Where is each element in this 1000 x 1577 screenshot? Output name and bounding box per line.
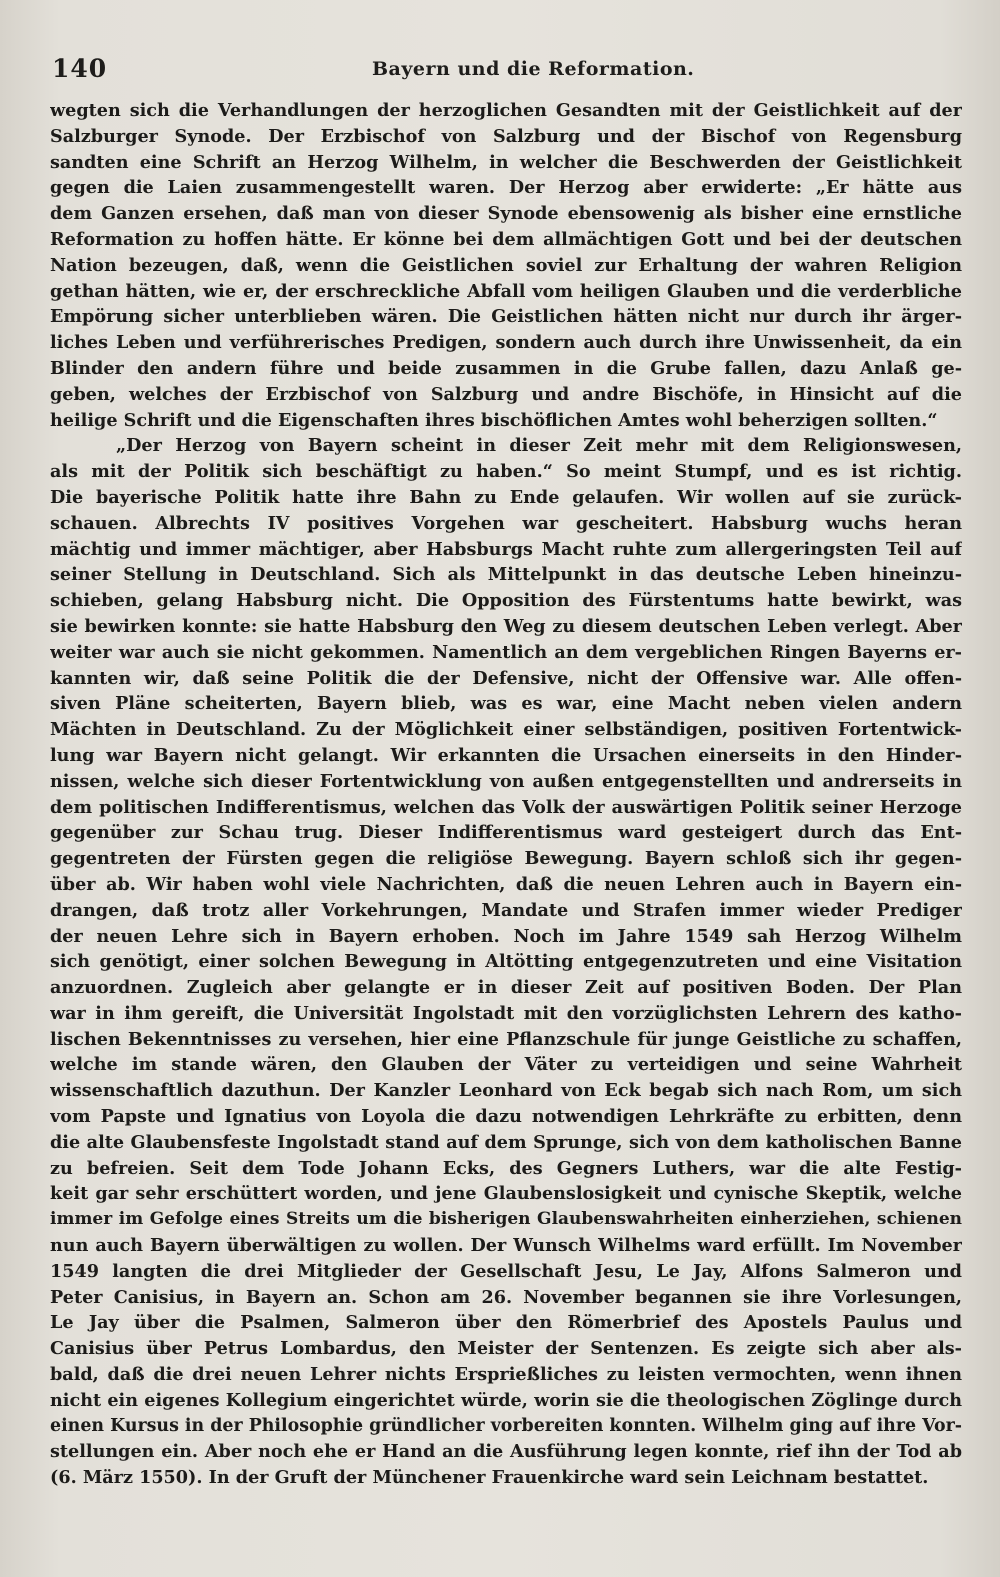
text-line: die alte Glaubensfeste Ingolstadt stand auf dem Sprunge, sich von dem katholischen Banne	[50, 1131, 962, 1153]
text-line: nun auch Bayern überwältigen zu wollen. Der Wunsch Wilhelms ward erfüllt. Im November	[50, 1235, 962, 1257]
text-line: siven Pläne scheiterten, Bayern blieb, was es war, eine Macht neben vielen andern	[50, 693, 962, 715]
text-line: dem politischen Indifferentismus, welchen das Volk der auswärtigen Politik seiner Herzoge	[50, 796, 962, 818]
text-line: lung war Bayern nicht gelangt. Wir erkannten die Ursachen einerseits in den Hinder-	[50, 744, 962, 766]
text-line: lischen Bekenntnisses zu versehen, hier eine Pflanzschule für junge Geistliche zu schaffen,	[50, 1028, 962, 1050]
text-line: Reformation zu hoffen hätte. Er könne bei dem allmächtigen Gott und bei der deutschen	[50, 228, 962, 250]
text-line: keit gar sehr erschüttert worden, und jene Glaubenslosigkeit und cynische Skeptik, welche	[50, 1183, 962, 1205]
page-number: 140	[52, 54, 108, 83]
text-line: heilige Schrift und die Eigenschaften ihres bischöflichen Amtes wohl beherzigen sollten.“	[50, 409, 938, 431]
text-line: liches Leben und verführerisches Predigen, sondern auch durch ihre Unwissenheit, da ein	[50, 332, 962, 354]
text-line: (6. März 1550). In der Gruft der Münchener Frauenkirche ward sein Leichnam bestattet.	[50, 1467, 929, 1489]
text-line: 1549 langten die drei Mitglieder der Gesellschaft Jesu, Le Jay, Alfons Salmeron und	[50, 1260, 962, 1282]
text-line: Mächten in Deutschland. Zu der Möglichkeit einer selbständigen, positiven Fortentwick-	[50, 719, 962, 741]
text-line: gegenüber zur Schau trug. Dieser Indifferentismus ward gesteigert durch das Ent-	[50, 822, 962, 844]
text-line: mächtig und immer mächtiger, aber Habsburgs Macht ruhte zum allergeringsten Teil auf	[50, 538, 962, 560]
text-line: nissen, welche sich dieser Fortentwicklung von außen entgegenstellten und andrerseits in	[50, 770, 962, 792]
text-line: anzuordnen. Zugleich aber gelangte er in dieser Zeit auf positiven Boden. Der Plan	[50, 977, 962, 999]
text-line: vom Papste und Ignatius von Loyola die dazu notwendigen Lehrkräfte zu erbitten, denn	[50, 1106, 962, 1128]
text-line: schauen. Albrechts IV positives Vorgehen war gescheitert. Habsburg wuchs heran	[50, 512, 962, 534]
text-line: „Der Herzog von Bayern scheint in dieser Zeit mehr mit dem Religionswesen,	[116, 435, 962, 457]
text-line: Canisius über Petrus Lombardus, den Meister der Sentenzen. Es zeigte sich aber als-	[50, 1338, 962, 1360]
text-line: Peter Canisius, in Bayern an. Schon am 26. November begannen sie ihre Vorlesungen,	[50, 1286, 962, 1308]
text-line: gegen die Laien zusammengestellt waren. Der Herzog aber erwiderte: „Er hätte aus	[50, 177, 962, 199]
text-line: wegten sich die Verhandlungen der herzoglichen Gesandten mit der Geistlichkeit auf der	[50, 100, 962, 121]
text-line: schieben, gelang Habsburg nicht. Die Opposition des Fürstentums hatte bewirkt, was	[50, 590, 962, 612]
text-line: sie bewirken konnte: sie hatte Habsburg den Weg zu diesem deutschen Leben verlegt. Aber	[50, 615, 962, 637]
text-line: dem Ganzen ersehen, daß man von dieser Synode ebensowenig als bisher eine ernstliche	[50, 203, 962, 225]
text-line: gethan hätten, wie er, der erschreckliche Abfall vom heiligen Glauben und die verderbliche	[50, 280, 962, 302]
text-line: Nation bezeugen, daß, wenn die Geistlichen soviel zur Erhaltung der wahren Religion	[50, 254, 962, 276]
text-line: der neuen Lehre sich in Bayern erhoben. Noch im Jahre 1549 sah Herzog Wilhelm	[50, 925, 962, 947]
text-line: sandten eine Schrift an Herzog Wilhelm, in welcher die Beschwerden der Geistlichkeit	[50, 151, 962, 173]
text-line: sich genötigt, einer solchen Bewegung in Altötting entgegenzutreten und eine Visitation	[50, 951, 962, 973]
text-line: über ab. Wir haben wohl viele Nachrichten, daß die neuen Lehren auch in Bayern ein-	[50, 873, 962, 895]
text-line: Empörung sicher unterblieben wären. Die Geistlichen hätten nicht nur durch ihr ärger-	[50, 306, 962, 328]
text-line: gegentreten der Fürsten gegen die religiöse Bewegung. Bayern schloß sich ihr gegen-	[50, 848, 962, 870]
text-line: seiner Stellung in Deutschland. Sich als Mittelpunkt in das deutsche Leben hineinzu-	[50, 564, 962, 586]
text-line: welche im stande wären, den Glauben der Väter zu verteidigen und seine Wahrheit	[50, 1054, 962, 1076]
text-line: Die bayerische Politik hatte ihre Bahn zu Ende gelaufen. Wir wollen auf sie zurück-	[50, 486, 962, 508]
text-line: nicht ein eigenes Kollegium eingerichtet würde, worin sie die theologischen Zöglinge durch	[50, 1389, 962, 1411]
page-header	[52, 48, 960, 88]
body-text	[50, 98, 962, 1491]
text-line: zu befreien. Seit dem Tode Johann Ecks, des Gegners Luthers, war die alte Festig-	[50, 1157, 962, 1179]
text-line: Salzburger Synode. Der Erzbischof von Salzburg und der Bischof von Regensburg	[50, 125, 962, 147]
running-title: Bayern und die Reformation.	[372, 58, 695, 80]
text-line: kannten wir, daß seine Politik die der Defensive, nicht der Offensive war. Alle offen-	[50, 667, 962, 689]
text-line: als mit der Politik sich beschäftigt zu haben.“ So meint Stumpf, und es ist richtig.	[50, 461, 962, 483]
text-line: Le Jay über die Psalmen, Salmeron über den Römerbrief des Apostels Paulus und	[50, 1312, 962, 1334]
text-line: Blinder den andern führe und beide zusammen in die Grube fallen, dazu Anlaß ge-	[50, 357, 962, 379]
text-line: geben, welches der Erzbischof von Salzburg und andre Bischöfe, in Hinsicht auf die	[50, 383, 962, 405]
text-line: war in ihm gereift, die Universität Ingolstadt mit den vorzüglichsten Lehrern des katho-	[50, 1002, 962, 1024]
text-line: drangen, daß trotz aller Vorkehrungen, Mandate und Strafen immer wieder Prediger	[50, 899, 962, 921]
text-line: wissenschaftlich dazuthun. Der Kanzler Leonhard von Eck begab sich nach Rom, um sich	[50, 1080, 962, 1102]
text-line: immer im Gefolge eines Streits um die bisherigen Glaubenswahrheiten einherziehen, schienen	[50, 1209, 962, 1230]
text-line: einen Kursus in der Philosophie gründlicher vorbereiten konnten. Wilhelm ging auf ihre Vor-	[50, 1415, 962, 1436]
text-line: weiter war auch sie nicht gekommen. Namentlich an dem vergeblichen Ringen Bayerns er-	[50, 641, 962, 663]
text-line: stellungen ein. Aber noch ehe er Hand an die Ausführung legen konnte, rief ihn der Tod ab	[50, 1441, 962, 1463]
text-line: bald, daß die drei neuen Lehrer nichts Ersprießliches zu leisten vermochten, wenn ihnen	[50, 1364, 962, 1386]
